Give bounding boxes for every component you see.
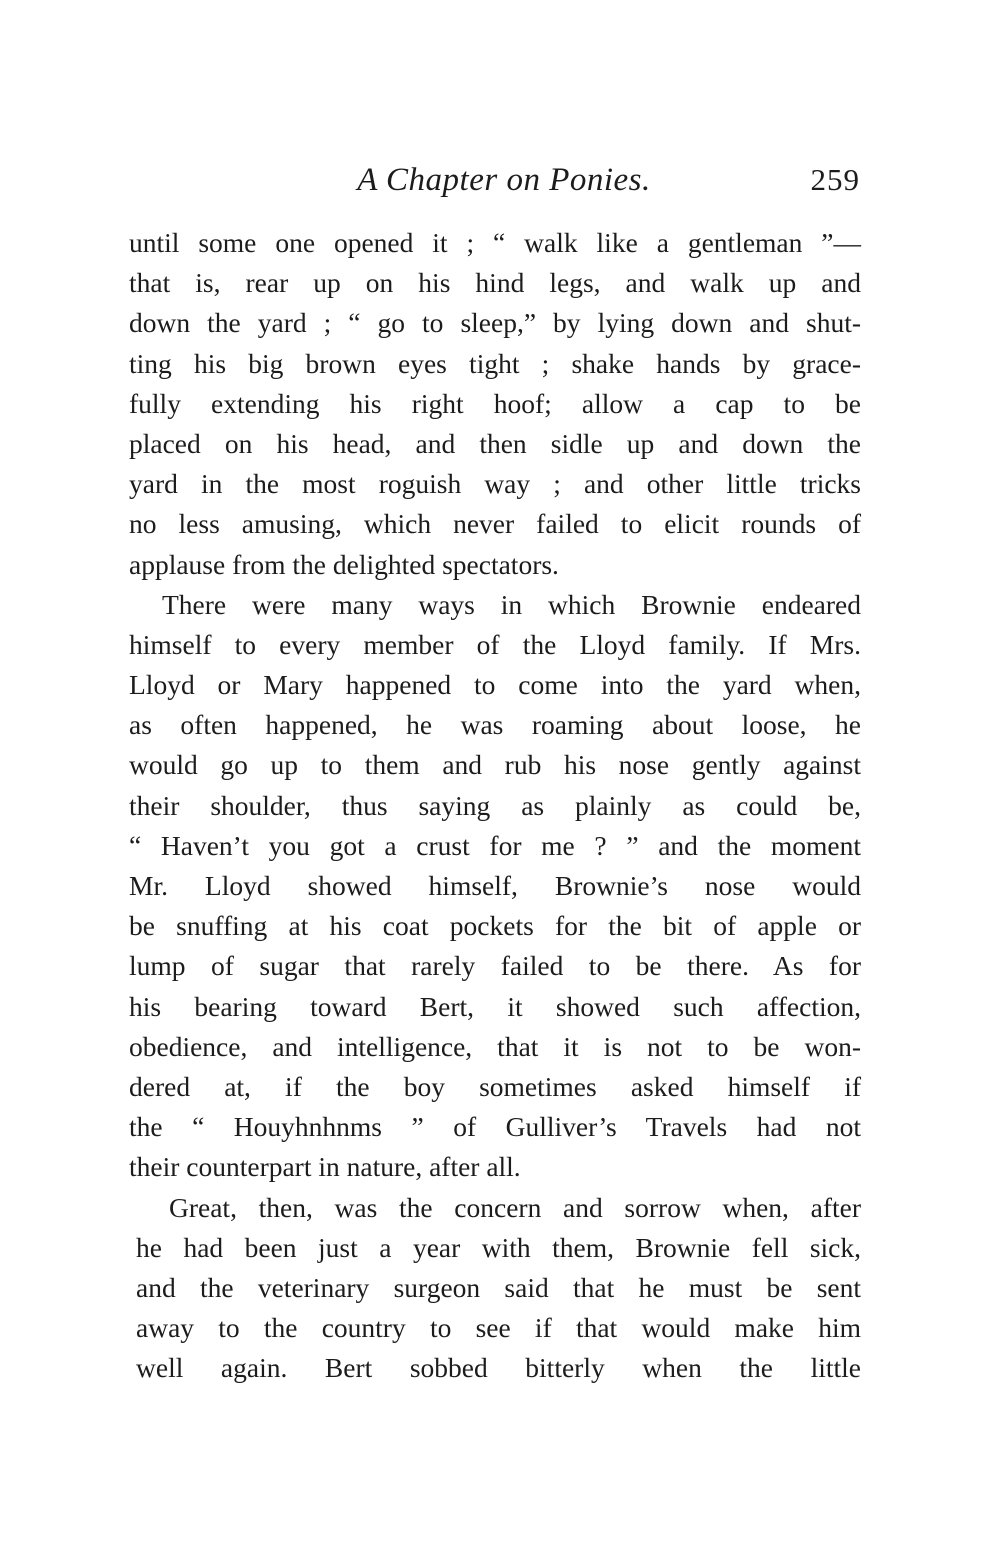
text-line: that is, rear up on his hind legs, and walk up and bbox=[129, 267, 861, 299]
text-line: dered at, if the boy sometimes asked himself if bbox=[129, 1070, 861, 1102]
text-line: down the yard ; “ go to sleep,” by lying down and shut- bbox=[129, 307, 861, 339]
text-line: their counterpart in nature, after all. bbox=[129, 1151, 521, 1183]
text-line: Lloyd or Mary happened to come into the yard when, bbox=[129, 669, 861, 701]
text-line: be snuffing at his coat pockets for the bit of apple or bbox=[129, 910, 861, 942]
paragraph bbox=[129, 1188, 861, 1389]
paragraph bbox=[129, 223, 861, 585]
body-text bbox=[129, 223, 861, 1388]
text-line: would go up to them and rub his nose gently against bbox=[129, 749, 861, 781]
text-line: and the veterinary surgeon said that he must be sent bbox=[136, 1271, 861, 1303]
text-line: Great, then, was the concern and sorrow when, after bbox=[169, 1191, 861, 1223]
text-line: he had been just a year with them, Brownie fell sick, bbox=[136, 1231, 861, 1263]
paragraph bbox=[129, 585, 861, 1188]
text-line: applause from the delighted spectators. bbox=[129, 548, 559, 580]
text-line: yard in the most roguish way ; and other little tricks bbox=[129, 468, 861, 500]
text-line: away to the country to see if that would make him bbox=[136, 1312, 861, 1344]
text-line: as often happened, he was roaming about loose, he bbox=[129, 709, 861, 741]
text-line: obedience, and intelligence, that it is not to be won- bbox=[129, 1030, 861, 1062]
running-head bbox=[128, 158, 860, 202]
text-line: There were many ways in which Brownie endeared bbox=[162, 588, 861, 620]
text-line: Mr. Lloyd showed himself, Brownie’s nose would bbox=[129, 870, 861, 901]
text-line: his bearing toward Bert, it showed such affection, bbox=[129, 990, 861, 1022]
text-line: “ Haven’t you got a crust for me ? ” and the moment bbox=[129, 829, 861, 861]
text-line: their shoulder, thus saying as plainly as could be, bbox=[129, 789, 861, 821]
text-line: well again. Bert sobbed bitterly when the little bbox=[136, 1352, 861, 1384]
text-line: the “ Houyhnhnms ” of Gulliver’s Travels had not bbox=[129, 1111, 861, 1143]
text-line: lump of sugar that rarely failed to be there. As for bbox=[129, 950, 861, 982]
text-line: until some one opened it ; “ walk like a gentleman ”— bbox=[129, 227, 861, 258]
text-line: ting his big brown eyes tight ; shake hands by grace- bbox=[129, 347, 861, 379]
page-number: 259 bbox=[810, 162, 860, 197]
text-line: fully extending his right hoof; allow a cap to be bbox=[129, 387, 861, 419]
text-line: himself to every member of the Lloyd family. If Mrs. bbox=[129, 628, 861, 660]
text-line: placed on his head, and then sidle up and down the bbox=[129, 427, 861, 459]
text-line: no less amusing, which never failed to elicit rounds of bbox=[129, 508, 861, 540]
chapter-title: A Chapter on Ponies. bbox=[357, 162, 651, 198]
